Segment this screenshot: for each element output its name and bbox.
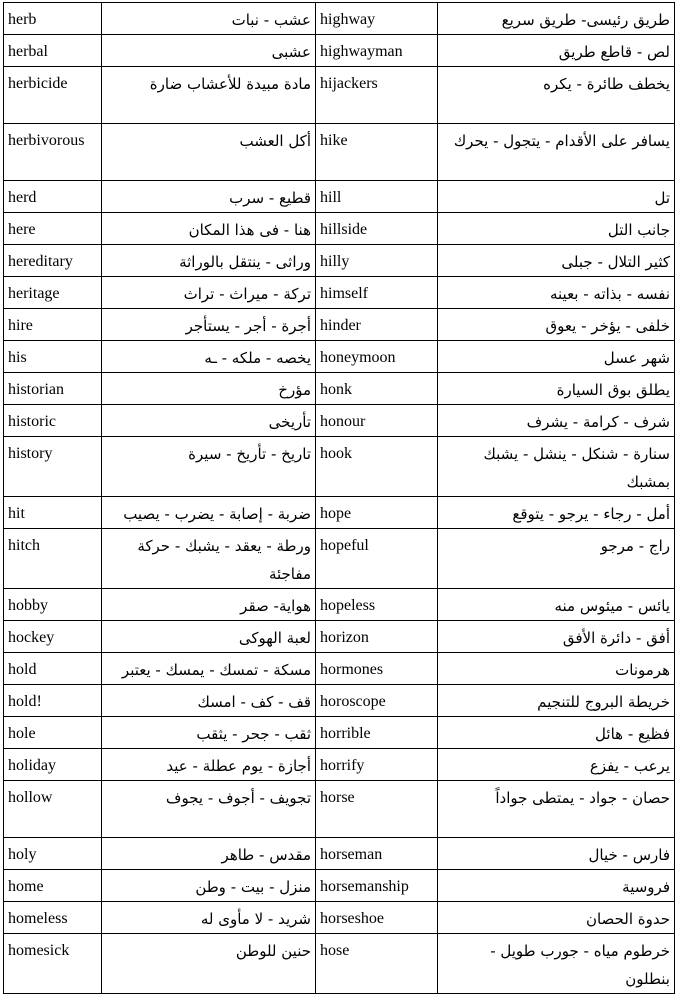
arabic-meaning-right: حدوة الحصان bbox=[438, 902, 675, 934]
english-word-left: heritage bbox=[4, 277, 102, 309]
arabic-meaning-right: فظيع - هائل bbox=[438, 717, 675, 749]
english-word-right: horrible bbox=[316, 717, 438, 749]
arabic-meaning-left: تاريخ - تأريخ - سيرة bbox=[102, 437, 316, 497]
english-word-right: hilly bbox=[316, 245, 438, 277]
table-row bbox=[4, 373, 675, 405]
vocabulary-table-body bbox=[4, 3, 675, 994]
arabic-meaning-right: يرعب - يفزع bbox=[438, 749, 675, 781]
english-word-right: horrify bbox=[316, 749, 438, 781]
english-word-left: herb bbox=[4, 3, 102, 35]
arabic-meaning-right: شهر عسل bbox=[438, 341, 675, 373]
english-word-right: hillside bbox=[316, 213, 438, 245]
english-word-right: hijackers bbox=[316, 67, 438, 124]
english-word-left: herbicide bbox=[4, 67, 102, 124]
english-word-left: historian bbox=[4, 373, 102, 405]
table-row bbox=[4, 67, 675, 124]
english-word-right: himself bbox=[316, 277, 438, 309]
english-word-right: hose bbox=[316, 934, 438, 994]
english-word-left: hire bbox=[4, 309, 102, 341]
english-word-right: horseshoe bbox=[316, 902, 438, 934]
english-word-left: home bbox=[4, 870, 102, 902]
arabic-meaning-right: خريطة البروج للتنجيم bbox=[438, 685, 675, 717]
english-word-left: historic bbox=[4, 405, 102, 437]
arabic-meaning-right: يطلق بوق السيارة bbox=[438, 373, 675, 405]
arabic-meaning-right: سنارة - شنكل - ينشل - يشبك بمشبك bbox=[438, 437, 675, 497]
table-row bbox=[4, 870, 675, 902]
english-word-left: hitch bbox=[4, 529, 102, 589]
english-word-right: hormones bbox=[316, 653, 438, 685]
arabic-meaning-left: لعبة الهوكى bbox=[102, 621, 316, 653]
english-word-left: his bbox=[4, 341, 102, 373]
arabic-meaning-left: هنا - فى هذا المكان bbox=[102, 213, 316, 245]
arabic-meaning-left: قطيع - سرب bbox=[102, 181, 316, 213]
table-row bbox=[4, 3, 675, 35]
arabic-meaning-right: كثير التلال - جبلى bbox=[438, 245, 675, 277]
arabic-meaning-left: منزل - بيت - وطن bbox=[102, 870, 316, 902]
arabic-meaning-left: أجرة - أجر - يستأجر bbox=[102, 309, 316, 341]
table-row bbox=[4, 405, 675, 437]
english-word-left: hockey bbox=[4, 621, 102, 653]
table-row bbox=[4, 277, 675, 309]
arabic-meaning-left: مسكة - تمسك - يمسك - يعتبر bbox=[102, 653, 316, 685]
vocabulary-table bbox=[3, 2, 675, 994]
table-row bbox=[4, 838, 675, 870]
table-row bbox=[4, 124, 675, 181]
arabic-meaning-left: عشبى bbox=[102, 35, 316, 67]
table-row bbox=[4, 589, 675, 621]
arabic-meaning-right: يخطف طائرة - يكره bbox=[438, 67, 675, 124]
arabic-meaning-left: مقدس - طاهر bbox=[102, 838, 316, 870]
english-word-right: hook bbox=[316, 437, 438, 497]
arabic-meaning-right: خلفى - يؤخر - يعوق bbox=[438, 309, 675, 341]
arabic-meaning-right: طريق رئيسى- طريق سريع bbox=[438, 3, 675, 35]
arabic-meaning-left: حنين للوطن bbox=[102, 934, 316, 994]
english-word-left: herbal bbox=[4, 35, 102, 67]
table-row bbox=[4, 653, 675, 685]
arabic-meaning-left: تجويف - أجوف - يجوف bbox=[102, 781, 316, 838]
arabic-meaning-left: ورطة - يعقد - يشبك - حركة مفاجئة bbox=[102, 529, 316, 589]
table-row bbox=[4, 437, 675, 497]
english-word-right: horoscope bbox=[316, 685, 438, 717]
table-row bbox=[4, 717, 675, 749]
english-word-right: honk bbox=[316, 373, 438, 405]
arabic-meaning-right: فارس - خيال bbox=[438, 838, 675, 870]
arabic-meaning-right: شرف - كرامة - يشرف bbox=[438, 405, 675, 437]
english-word-left: hollow bbox=[4, 781, 102, 838]
arabic-meaning-right: خرطوم مياه - جورب طويل - بنطلون bbox=[438, 934, 675, 994]
english-word-left: holy bbox=[4, 838, 102, 870]
arabic-meaning-left: مؤرخ bbox=[102, 373, 316, 405]
english-word-right: hill bbox=[316, 181, 438, 213]
table-row bbox=[4, 35, 675, 67]
english-word-left: hole bbox=[4, 717, 102, 749]
arabic-meaning-left: هواية- صقر bbox=[102, 589, 316, 621]
english-word-right: hike bbox=[316, 124, 438, 181]
english-word-right: highway bbox=[316, 3, 438, 35]
arabic-meaning-right: جانب التل bbox=[438, 213, 675, 245]
table-row bbox=[4, 621, 675, 653]
arabic-meaning-left: تأريخى bbox=[102, 405, 316, 437]
arabic-meaning-left: مادة مبيدة للأعشاب ضارة bbox=[102, 67, 316, 124]
english-word-left: hold bbox=[4, 653, 102, 685]
arabic-meaning-left: أجازة - يوم عطلة - عيد bbox=[102, 749, 316, 781]
table-row bbox=[4, 181, 675, 213]
english-word-left: herd bbox=[4, 181, 102, 213]
arabic-meaning-right: هرمونات bbox=[438, 653, 675, 685]
arabic-meaning-right: حصان - جواد - يمتطى جواداً bbox=[438, 781, 675, 838]
arabic-meaning-left: ثقب - جحر - يثقب bbox=[102, 717, 316, 749]
table-row bbox=[4, 245, 675, 277]
english-word-left: hit bbox=[4, 497, 102, 529]
english-word-right: honeymoon bbox=[316, 341, 438, 373]
vocabulary-page bbox=[3, 2, 674, 994]
english-word-right: honour bbox=[316, 405, 438, 437]
english-word-right: horseman bbox=[316, 838, 438, 870]
arabic-meaning-left: أكل العشب bbox=[102, 124, 316, 181]
arabic-meaning-right: أمل - رجاء - يرجو - يتوقع bbox=[438, 497, 675, 529]
english-word-left: holiday bbox=[4, 749, 102, 781]
arabic-meaning-left: عشب - نبات bbox=[102, 3, 316, 35]
table-row bbox=[4, 749, 675, 781]
english-word-left: homesick bbox=[4, 934, 102, 994]
english-word-left: homeless bbox=[4, 902, 102, 934]
table-row bbox=[4, 902, 675, 934]
english-word-left: herbivorous bbox=[4, 124, 102, 181]
english-word-left: hereditary bbox=[4, 245, 102, 277]
english-word-left: history bbox=[4, 437, 102, 497]
english-word-left: hold! bbox=[4, 685, 102, 717]
arabic-meaning-left: يخصه - ملكه - ـه bbox=[102, 341, 316, 373]
english-word-right: hope bbox=[316, 497, 438, 529]
arabic-meaning-right: يائس - ميئوس منه bbox=[438, 589, 675, 621]
english-word-right: hopeless bbox=[316, 589, 438, 621]
arabic-meaning-right: تل bbox=[438, 181, 675, 213]
english-word-left: hobby bbox=[4, 589, 102, 621]
english-word-right: hopeful bbox=[316, 529, 438, 589]
english-word-right: horizon bbox=[316, 621, 438, 653]
table-row bbox=[4, 685, 675, 717]
table-row bbox=[4, 529, 675, 589]
arabic-meaning-right: لص - قاطع طريق bbox=[438, 35, 675, 67]
table-row bbox=[4, 497, 675, 529]
arabic-meaning-left: تركة - ميراث - تراث bbox=[102, 277, 316, 309]
english-word-right: horse bbox=[316, 781, 438, 838]
table-row bbox=[4, 341, 675, 373]
arabic-meaning-right: أفق - دائرة الأفق bbox=[438, 621, 675, 653]
english-word-left: here bbox=[4, 213, 102, 245]
arabic-meaning-right: نفسه - بذاته - بعينه bbox=[438, 277, 675, 309]
arabic-meaning-right: فروسية bbox=[438, 870, 675, 902]
english-word-right: horsemanship bbox=[316, 870, 438, 902]
arabic-meaning-left: شريد - لا مأوى له bbox=[102, 902, 316, 934]
arabic-meaning-left: وراثى - ينتقل بالوراثة bbox=[102, 245, 316, 277]
arabic-meaning-left: ضربة - إصابة - يضرب - يصيب bbox=[102, 497, 316, 529]
table-row bbox=[4, 934, 675, 994]
english-word-right: highwayman bbox=[316, 35, 438, 67]
arabic-meaning-right: يسافر على الأقدام - يتجول - يحرك bbox=[438, 124, 675, 181]
table-row bbox=[4, 213, 675, 245]
arabic-meaning-left: قف - كف - امسك bbox=[102, 685, 316, 717]
table-row bbox=[4, 309, 675, 341]
arabic-meaning-right: راج - مرجو bbox=[438, 529, 675, 589]
english-word-right: hinder bbox=[316, 309, 438, 341]
